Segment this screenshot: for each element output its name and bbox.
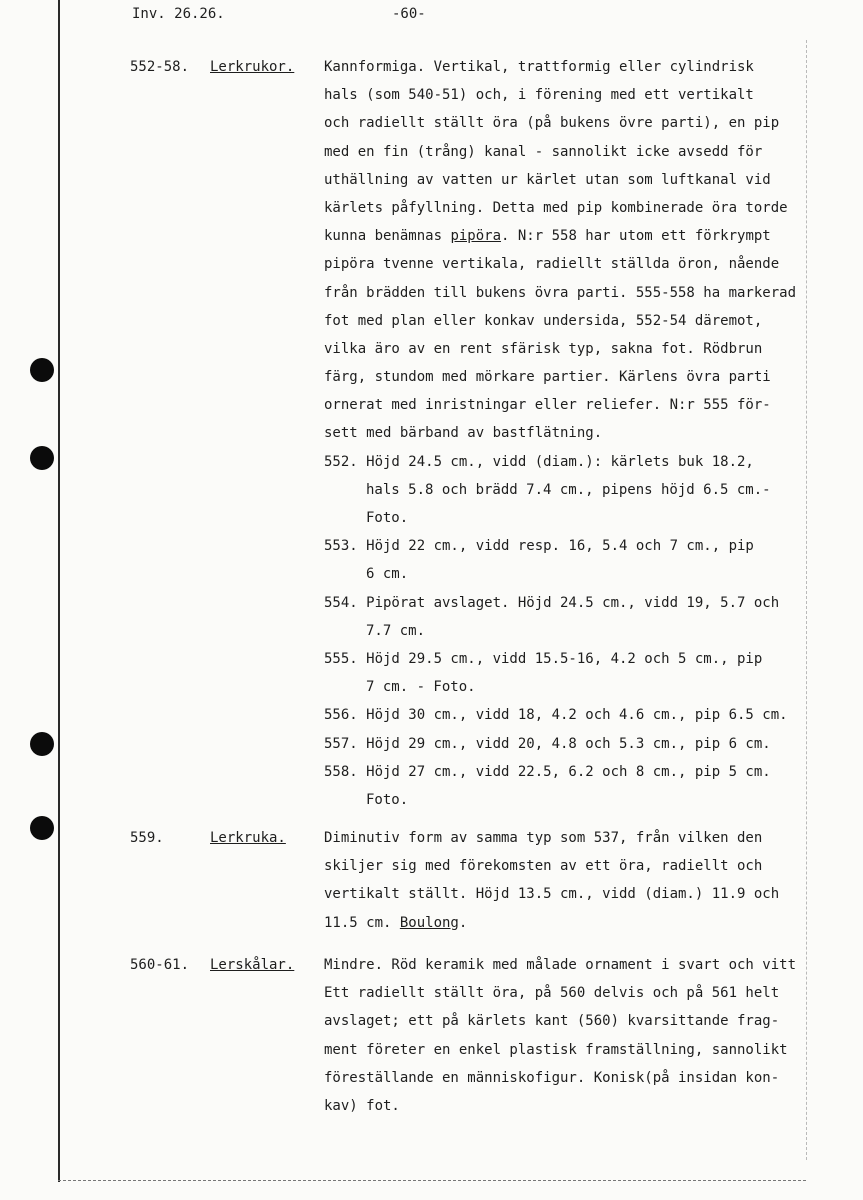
sub-item-text: 554. Pipörat avslaget. Höjd 24.5 cm., vidd 19, 5.7 och bbox=[324, 594, 780, 611]
entry-term bbox=[210, 951, 294, 979]
sub-item-text: 558. Höjd 27 cm., vidd 22.5, 6.2 och 8 cm., pip 5 cm. bbox=[324, 763, 771, 780]
punch-hole-icon bbox=[30, 446, 54, 470]
sub-item-text: 555. Höjd 29.5 cm., vidd 15.5-16, 4.2 och 5 cm., pip bbox=[324, 650, 763, 667]
punch-hole-icon bbox=[30, 358, 54, 382]
description-line: hals (som 540-51) och, i förening med ett vertikalt bbox=[324, 87, 754, 104]
description-line: från brädden till bukens övra parti. 555-558 ha markerad bbox=[324, 284, 797, 301]
sub-item-555 bbox=[324, 645, 814, 701]
line-text: . bbox=[458, 914, 468, 931]
sub-item-558 bbox=[324, 758, 814, 814]
description-line: skiljer sig med förekomsten av ett öra, radiellt och bbox=[324, 858, 763, 875]
bottom-page-edge bbox=[58, 1180, 806, 1181]
entry-number: 560-61. bbox=[130, 957, 190, 973]
description-line: vertikalt ställt. Höjd 13.5 cm., vidd (diam.) 11.9 och bbox=[324, 886, 780, 903]
entry-term bbox=[210, 824, 286, 852]
entry-description bbox=[324, 53, 814, 814]
sub-item-text: 6 cm. bbox=[366, 566, 409, 583]
description-line: fot med plan eller konkav undersida, 552-54 däremot, bbox=[324, 312, 763, 329]
sub-item-text: 552. Höjd 24.5 cm., vidd (diam.): kärlets buk 18.2, bbox=[324, 453, 754, 470]
description-line: föreställande en människofigur. Konisk(på insidan kon- bbox=[324, 1069, 780, 1086]
left-margin-line bbox=[58, 0, 60, 1182]
entry-description bbox=[324, 951, 814, 1120]
entry-term bbox=[210, 53, 294, 81]
description-line bbox=[324, 909, 814, 937]
description-line: Diminutiv form av samma typ som 537, från vilken den bbox=[324, 830, 763, 846]
sub-item-text: hals 5.8 och brädd 7.4 cm., pipens höjd 6.5 cm.- bbox=[366, 481, 771, 498]
description-line: Ett radiellt ställt öra, på 560 delvis och på 561 helt bbox=[324, 985, 780, 1002]
sub-item-text: 7.7 cm. bbox=[366, 622, 426, 639]
sub-item-text: Foto. bbox=[366, 791, 409, 808]
description-line: Mindre. Röd keramik med målade ornament i svart och vitt bbox=[324, 957, 797, 973]
line-text: 11.5 cm. bbox=[324, 914, 400, 931]
description-line: sett med bärband av bastflätning. bbox=[324, 425, 603, 442]
sub-item-553 bbox=[324, 532, 814, 588]
description-line: ment företer en enkel plastisk framställning, sannolikt bbox=[324, 1041, 788, 1058]
description-line: Kannformiga. Vertikal, trattformig eller cylindrisk bbox=[324, 59, 754, 75]
sub-item-554 bbox=[324, 589, 814, 645]
inventory-number: Inv. 26.26. bbox=[132, 6, 225, 22]
line-text: . N:r 558 har utom ett förkrympt bbox=[501, 228, 771, 245]
entry-number: 559. bbox=[130, 830, 164, 846]
entry-description bbox=[324, 824, 814, 937]
sub-item-text: 553. Höjd 22 cm., vidd resp. 16, 5.4 och 7 cm., pip bbox=[324, 538, 754, 555]
description-line: vilka äro av en rent sfärisk typ, sakna fot. Rödbrun bbox=[324, 340, 763, 357]
description-line: ornerat med inristningar eller reliefer. N:r 555 för- bbox=[324, 397, 771, 414]
sub-item-557 bbox=[324, 730, 814, 758]
description-line: avslaget; ett på kärlets kant (560) kvarsittande frag- bbox=[324, 1013, 780, 1030]
description-line: kärlets påfyllning. Detta med pip kombinerade öra torde bbox=[324, 199, 788, 216]
sub-item-text: 556. Höjd 30 cm., vidd 18, 4.2 och 4.6 cm., pip 6.5 cm. bbox=[324, 707, 788, 724]
description-line: och radiellt ställt öra (på bukens övre parti), en pip bbox=[324, 115, 780, 132]
page-number: -60- bbox=[392, 6, 426, 22]
description-line: med en fin (trång) kanal - sannolikt icke avsedd för bbox=[324, 143, 763, 160]
line-text: kunna benämnas bbox=[324, 228, 451, 245]
underlined-place: Boulong bbox=[399, 914, 459, 931]
description-line: pipöra tvenne vertikala, radiellt ställda öron, nående bbox=[324, 256, 780, 273]
underlined-term: pipöra bbox=[450, 228, 502, 245]
description-line bbox=[324, 222, 814, 250]
entry-term-text: Lerkrukor. bbox=[210, 59, 295, 75]
punch-hole-icon bbox=[30, 732, 54, 756]
entry-term-text: Lerskålar. bbox=[210, 957, 295, 973]
description-line: kav) fot. bbox=[324, 1097, 400, 1114]
sub-item-552 bbox=[324, 448, 814, 533]
sub-item-text: 557. Höjd 29 cm., vidd 20, 4.8 och 5.3 cm., pip 6 cm. bbox=[324, 735, 771, 752]
sub-item-556 bbox=[324, 701, 814, 729]
punch-hole-icon bbox=[30, 816, 54, 840]
sub-item-text: Foto. bbox=[366, 510, 409, 526]
sub-item-text: 7 cm. - Foto. bbox=[366, 679, 476, 696]
entry-term-text: Lerkruka. bbox=[210, 830, 286, 846]
entry-number: 552-58. bbox=[130, 59, 190, 75]
description-line: färg, stundom med mörkare partier. Kärlens övra parti bbox=[324, 369, 771, 386]
description-line: uthällning av vatten ur kärlet utan som luftkanal vid bbox=[324, 171, 771, 188]
